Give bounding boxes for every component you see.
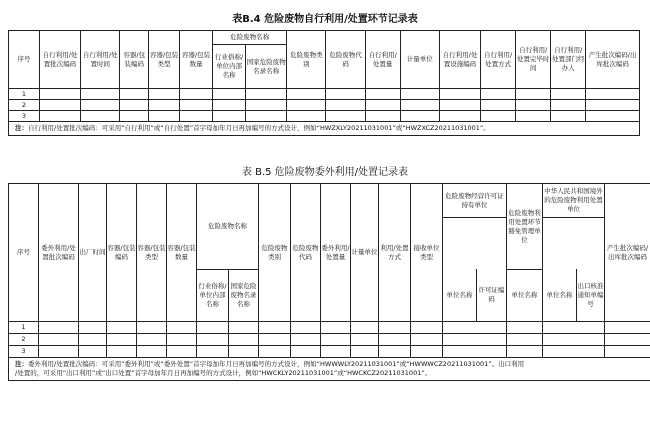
header-container-code: 容器/包装编码 bbox=[107, 184, 137, 322]
row-seq: 3 bbox=[9, 346, 39, 358]
header-container-type: 容器/包装类型 bbox=[149, 31, 180, 89]
header-quantity: 委外利用/处置量 bbox=[321, 184, 351, 322]
header-national-name: 国家危险废物名录名称 bbox=[246, 45, 287, 89]
header-product-batch: 产生批次编码/出库批次编码 bbox=[586, 31, 640, 89]
header-export-notice: 出口核准通知单编号 bbox=[576, 269, 604, 321]
table-row bbox=[9, 89, 640, 100]
header-container-qty: 容器/包装数量 bbox=[180, 31, 213, 89]
header-quantity: 自行利用/处置量 bbox=[365, 31, 400, 89]
table-row bbox=[9, 334, 650, 346]
header-out-time: 出厂时间 bbox=[79, 184, 107, 322]
header-category: 危险废物类别 bbox=[287, 31, 326, 89]
header-unit: 计量单位 bbox=[400, 31, 439, 89]
table2-title: 表 B.5 危险废物委外利用/处置记录表 bbox=[241, 167, 409, 178]
table-row bbox=[9, 111, 640, 122]
table-row bbox=[9, 100, 640, 111]
row-seq: 2 bbox=[9, 334, 39, 346]
header-license-code: 许可证编码 bbox=[476, 269, 506, 321]
header-product-batch: 产生批次编码/出库批次编码 bbox=[605, 184, 650, 322]
note-line-2: /处置的，可采用“出口利用”或“出口处置”首字母加年月日再加编号的方式设计，例如“HWCKLY20211031001”或“HWCKCZ20211031001”。 bbox=[15, 369, 432, 377]
header-seq: 序号 bbox=[9, 184, 39, 322]
table2-note bbox=[9, 358, 650, 381]
header-batch-no: 委外利用/处置批次编码 bbox=[39, 184, 79, 322]
header-container-type: 容器/包装类型 bbox=[137, 184, 167, 322]
header-method: 自行利用/处置方式 bbox=[481, 31, 516, 89]
row-seq: 3 bbox=[9, 111, 40, 122]
row-seq: 2 bbox=[9, 100, 40, 111]
header-container-qty: 容器/包装数量 bbox=[167, 184, 197, 322]
table-row bbox=[9, 346, 650, 358]
header-waste-name-group: 危险废物名称 bbox=[197, 184, 259, 270]
header-finish-time: 自行利用/处置完毕时间 bbox=[516, 31, 551, 89]
header-dept-person: 自行利用/处置部门经办人 bbox=[551, 31, 586, 89]
header-code: 危险废物代码 bbox=[291, 184, 321, 322]
header-method: 利用/处置方式 bbox=[379, 184, 411, 322]
header-national-name: 国家危险废物名录名称 bbox=[229, 270, 259, 322]
header-unit: 计量单位 bbox=[351, 184, 379, 322]
header-waste-name-group: 危险废物名称 bbox=[213, 31, 287, 45]
note-label: 注： bbox=[15, 124, 28, 132]
header-exempt-group: 危险废物利用处置环节豁免管理单位 bbox=[507, 184, 543, 270]
header-code: 危险废物代码 bbox=[326, 31, 365, 89]
header-industry-name: 行业俗称/单位内部名称 bbox=[213, 45, 246, 89]
header-license-group: 危险废物经营许可证持有单位 bbox=[443, 184, 507, 218]
header-facility-code: 自行利用/处置设施编码 bbox=[439, 31, 480, 89]
note-text: 自行利用/处置批次编码：可采用“自行利用”或“自行处置”首字母加年月日再加编号的方式设计，例如“HWZXLY20211031001”或“HWZXCZ20211031001”。 bbox=[28, 124, 490, 132]
header-exempt-unit-name: 单位名称 bbox=[507, 270, 543, 322]
header-foreign-group: 中华人民共和国境外的危险废物利用处置单位 bbox=[543, 184, 605, 218]
table-row bbox=[9, 322, 650, 334]
table-b4 bbox=[8, 30, 640, 136]
header-industry-name: 行业俗称/单位内部名称 bbox=[197, 270, 229, 322]
header-receiver-type: 接收单位类型 bbox=[411, 184, 443, 322]
note-line-1: 委外利用/处置批次编码：可采用“委外利用”或“委外处置”首字母加年月日再加编号的方式设计，例如“HWWWLY20211031001”或“HWWWCZ20211031001”。出口利用 bbox=[28, 360, 525, 368]
header-unit-name: 单位名称 bbox=[446, 290, 473, 299]
table1-title: 表B.4 危险废物自行利用/处置环节记录表 bbox=[232, 14, 418, 25]
note-label: 注： bbox=[15, 360, 28, 368]
header-container-code: 容器/包装编码 bbox=[120, 31, 149, 89]
header-batch-no: 自行利用/处置批次编码 bbox=[39, 31, 80, 89]
row-seq: 1 bbox=[9, 89, 40, 100]
header-time: 自行利用/处置时间 bbox=[81, 31, 120, 89]
row-seq: 1 bbox=[9, 322, 39, 334]
header-seq: 序号 bbox=[9, 31, 40, 89]
table1-note bbox=[9, 122, 640, 136]
table-b5 bbox=[8, 183, 650, 381]
header-category: 危险废物类别 bbox=[259, 184, 291, 322]
header-foreign-unit-name: 单位名称 bbox=[546, 290, 573, 299]
